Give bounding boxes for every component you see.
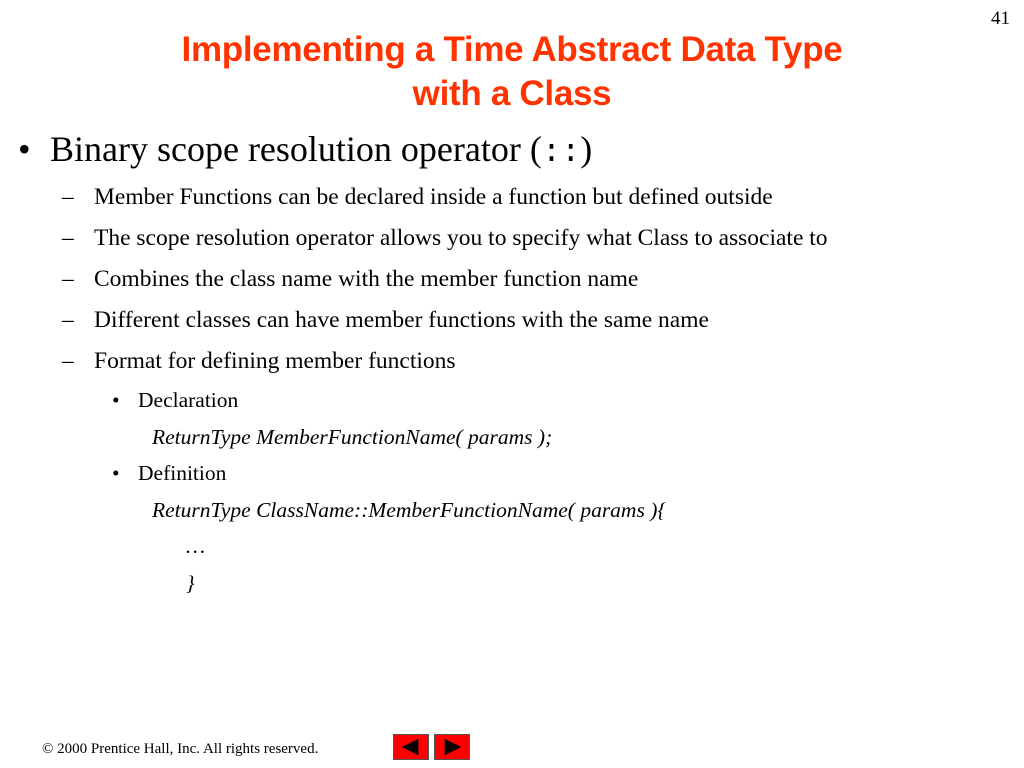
footer-text: 2000 Prentice Hall, Inc. All rights reserved. (57, 741, 319, 757)
declaration-bullet (112, 388, 238, 413)
sub-bullet-text: Different classes can have member functions with the same name (94, 307, 709, 333)
definition-body: … (186, 534, 206, 558)
scope-operator: :: (541, 134, 581, 171)
declaration-label: Declaration (138, 388, 239, 412)
sub-bullet (62, 225, 828, 252)
dash-marker: – (62, 348, 74, 374)
sub-bullet (62, 266, 638, 293)
definition-label: Definition (138, 461, 227, 485)
bullet-dot: • (112, 461, 120, 485)
dash-marker: – (62, 184, 74, 210)
sub-bullet-text: Combines the class name with the member function name (94, 266, 639, 292)
slide-title-line-1: Implementing a Time Abstract Data Type (181, 30, 843, 69)
main-bullet (18, 128, 592, 171)
sub-bullet-text: Format for defining member functions (94, 348, 456, 374)
sub-bullet-text: Member Functions can be declared inside a function but defined outside (94, 184, 773, 210)
slide-title (0, 28, 1024, 116)
definition-bullet (112, 461, 226, 486)
bullet-dot: • (112, 388, 120, 412)
sub-bullet (62, 348, 456, 375)
sub-bullet-text: The scope resolution operator allows you to specify what Class to associate to (94, 225, 828, 251)
definition-code: ReturnType ClassName::MemberFunctionName( params ){ (152, 498, 666, 522)
main-bullet-text: Binary scope resolution operator ( (50, 129, 542, 169)
bullet-dot: • (18, 129, 31, 169)
next-slide-button[interactable] (434, 734, 470, 760)
sub-bullet (62, 184, 773, 211)
page-number: 41 (991, 8, 1010, 29)
dash-marker: – (62, 225, 74, 251)
next-arrow-icon (435, 735, 469, 759)
slide-title-line-2: with a Class (412, 74, 612, 113)
previous-arrow-icon (394, 735, 428, 759)
declaration-code: ReturnType MemberFunctionName( params ); (152, 425, 553, 449)
dash-marker: – (62, 266, 74, 292)
main-bullet-close: ) (580, 129, 593, 169)
dash-marker: – (62, 307, 74, 333)
sub-bullet (62, 307, 709, 334)
previous-slide-button[interactable] (393, 734, 429, 760)
copyright-symbol: © (42, 741, 54, 757)
footer-copyright (42, 741, 318, 758)
definition-close: } (186, 571, 195, 595)
